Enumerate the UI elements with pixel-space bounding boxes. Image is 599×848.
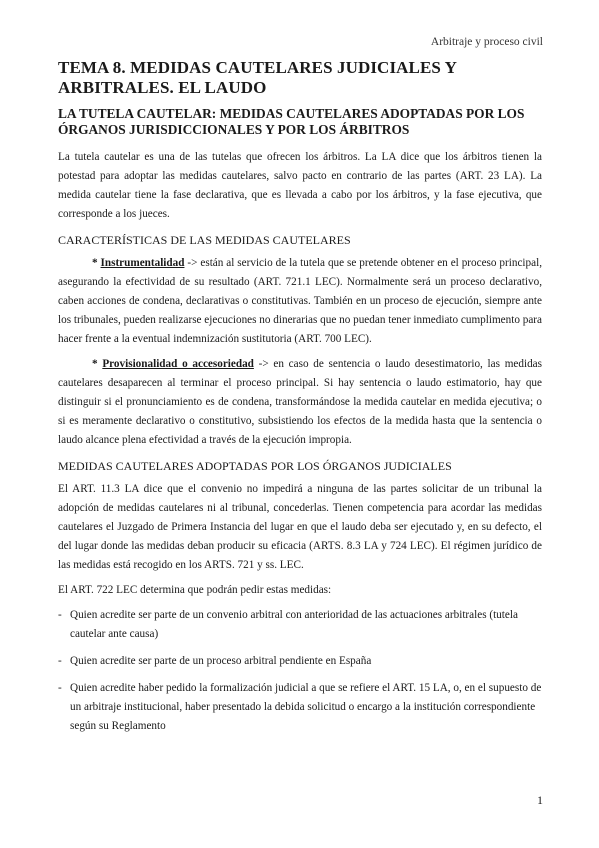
page-body xyxy=(58,58,542,744)
term-provisionalidad: Provisionalidad o accesoriedad xyxy=(102,358,254,370)
list-item-text: Quien acredite ser parte de un proceso arbitral pendiente en España xyxy=(70,655,372,667)
list-item xyxy=(58,679,542,736)
intro-paragraph: La tutela cautelar es una de las tutelas que ofrecen los árbitros. La LA dice que los árbitros tienen la potestad para adoptar las medidas cautelares, salvo pacto en contrario de las partes (ART. 23 LA). La medida cautelar tiene la fase declarativa, que es llevada a cabo por los árbitros, y la fase ejecutiva, que corresponde a los jueces. xyxy=(58,151,542,220)
instrumentalidad-text: -> están al servicio de la tutela que se pretende obtener en el proceso principal, asegurando la efectividad de su resultado (ART. 721.1 LEC). Normalmente será un proceso declarativo, caben acciones de condena, declarativas o constitutivas. También en un proceso de ejecución, siempre ante los tribunales, pueden realizarse ejecuciones no dinerarias que no puedan tener inmediato cumplimento para hacer frente a la eventual indemnización sustitutoria (ART. 700 LEC). xyxy=(58,257,542,345)
list-item-text: Quien acredite ser parte de un convenio arbitral con anterioridad de las actuaciones arbitrales (tutela cautelar ante causa) xyxy=(70,609,518,640)
judicial-measures-heading: MEDIDAS CAUTELARES ADOPTADAS POR LOS ÓRGANOS JUDICIALES xyxy=(58,459,452,473)
art722-intro: El ART. 722 LEC determina que podrán pedir estas medidas: xyxy=(58,584,332,596)
page-number: 1 xyxy=(537,793,543,807)
term-instrumentalidad: Instrumentalidad xyxy=(100,257,185,269)
characteristics-heading: CARACTERÍSTICAS DE LAS MEDIDAS CAUTELARES xyxy=(58,233,351,247)
characteristic-provisionalidad xyxy=(58,355,542,450)
judicial-measures-paragraph: El ART. 11.3 LA dice que el convenio no impedirá a ninguna de las partes solicitar de un tribunal la adopción de medidas cautelares ni al tribunal, concederlas. Tienen competencia para acordar las medidas cautelares el Juzgado de Primera Instancia del lugar en que el laudo deba ser ejecutado y, en su defecto, el del lugar donde las medidas deban producir su eficacia (ARTS. 8.3 LA y 724 LEC). El régimen jurídico de las medidas está recogido en los ARTS. 721 y ss. LEC. xyxy=(58,483,542,571)
document-title: TEMA 8. MEDIDAS CAUTELARES JUDICIALES Y ARBITRALES. EL LAUDO xyxy=(58,58,457,97)
dash-marker: - xyxy=(58,655,62,667)
bullet-marker: * xyxy=(92,257,98,269)
running-header: Arbitraje y proceso civil xyxy=(430,36,543,48)
dash-marker: - xyxy=(58,609,62,621)
bullet-marker: * xyxy=(92,358,98,370)
list-item xyxy=(58,652,542,671)
list-item xyxy=(58,606,542,644)
list-item-text: Quien acredite haber pedido la formalización judicial a que se refiere el ART. 15 LA, o, en el supuesto de un arbitraje institucional, haber presentado la debida solicitud o encargo a la institución correspondiente según su Reglamento xyxy=(70,682,542,732)
characteristic-instrumentalidad xyxy=(58,254,542,349)
dash-marker: - xyxy=(58,682,62,694)
section-title: LA TUTELA CAUTELAR: MEDIDAS CAUTELARES ADOPTADAS POR LOS ÓRGANOS JURISDICCIONALES Y POR LOS ÁRBITROS xyxy=(58,106,525,137)
requesters-list xyxy=(58,606,542,736)
provisionalidad-text: -> en caso de sentencia o laudo desestimatorio, las medidas cautelares desaparecen al terminar el proceso principal. Si hay sentencia o laudo estimatorio, hay que distinguir si el pronunciamiento es de condena, transformándose la medida cautelar en medida ejecutiva; o si es meramente declarativo o constitutivo, subsistiendo los efectos de la medida hasta que la sentencia o laudo alcance plena efectividad a través de la ejecución impropia. xyxy=(58,358,542,446)
